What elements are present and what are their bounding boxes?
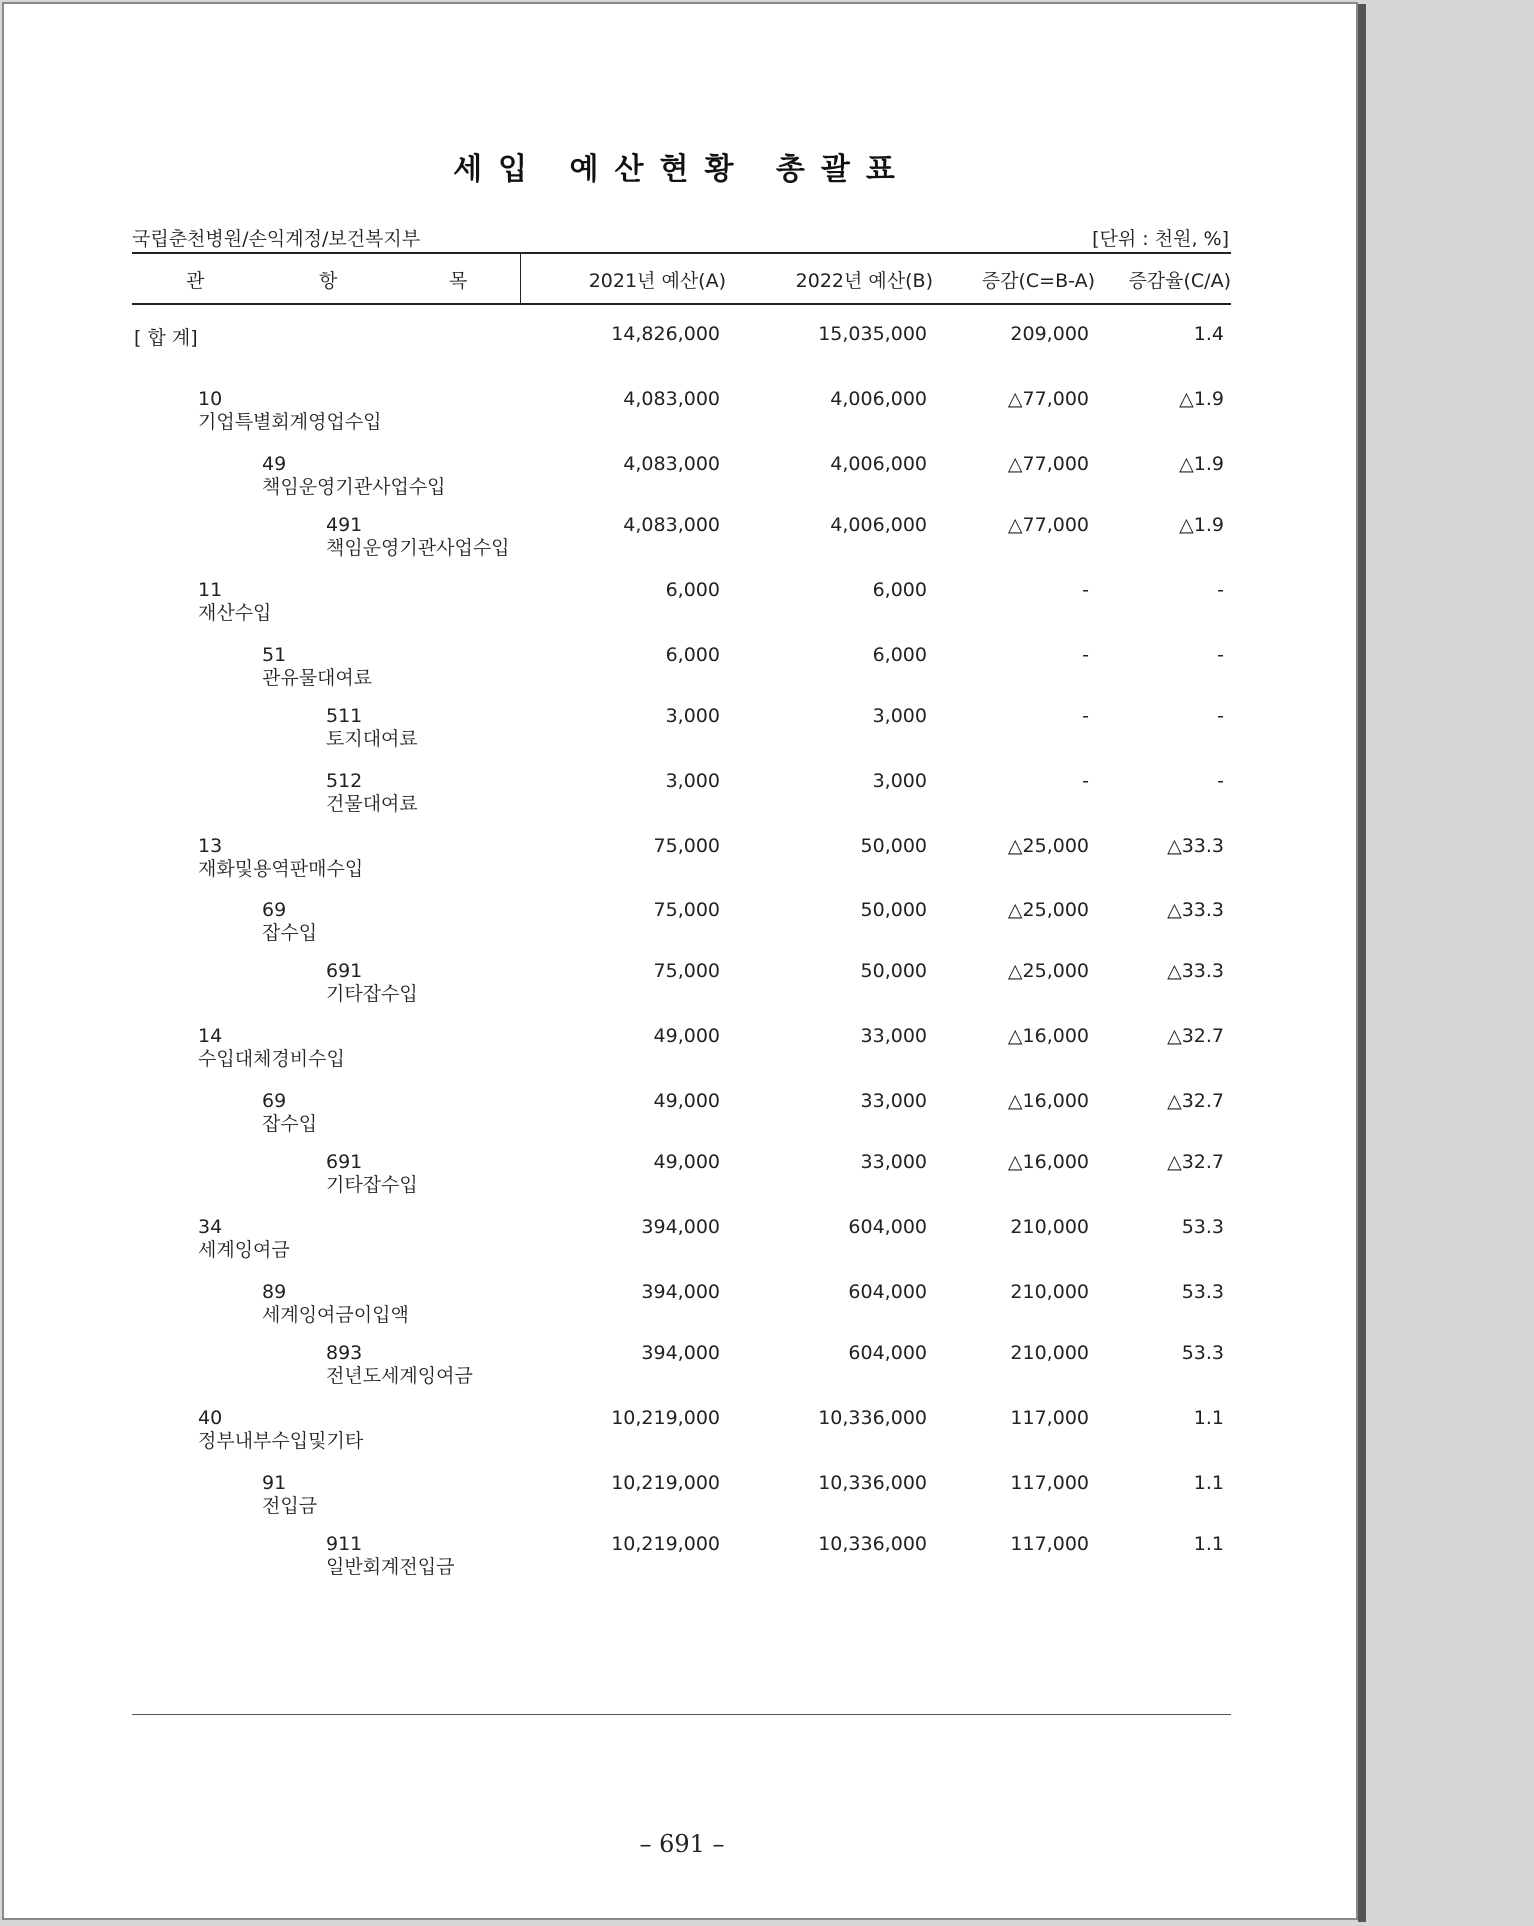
row-budget-2022: 33,000 xyxy=(860,1090,927,1112)
row-code: 49 xyxy=(262,453,287,475)
row-code: 691 xyxy=(326,1151,363,1173)
row-change-rate: - xyxy=(1217,770,1224,792)
table-top-rule xyxy=(132,252,1231,254)
row-budget-2022: 6,000 xyxy=(872,579,927,601)
table-row xyxy=(4,1342,1360,1402)
row-change-rate: △1.9 xyxy=(1179,453,1224,475)
organization-label: 국립춘천병원/손익계정/보건복지부 xyxy=(132,228,421,250)
row-budget-2022: 4,006,000 xyxy=(830,453,927,475)
row-change: 117,000 xyxy=(1010,1472,1089,1494)
row-change: 117,000 xyxy=(1010,1407,1089,1429)
row-name: 세계잉여금이입액 xyxy=(262,1304,409,1326)
row-code: 89 xyxy=(262,1281,287,1303)
table-row xyxy=(4,514,1360,574)
row-budget-2021: 75,000 xyxy=(653,960,720,982)
table-row xyxy=(4,579,1360,639)
table-row xyxy=(4,1472,1360,1532)
row-change: - xyxy=(1082,644,1089,666)
row-name: 정부내부수입및기타 xyxy=(198,1430,364,1452)
row-budget-2021: 4,083,000 xyxy=(623,453,720,475)
row-budget-2022: 10,336,000 xyxy=(818,1533,927,1555)
row-budget-2021: 10,219,000 xyxy=(611,1407,720,1429)
row-budget-2022: 604,000 xyxy=(848,1216,927,1238)
header-separator xyxy=(520,253,521,304)
table-row xyxy=(4,1407,1360,1467)
total-change-rate: 1.4 xyxy=(1193,323,1224,345)
row-change: 117,000 xyxy=(1010,1533,1089,1555)
row-code: 10 xyxy=(198,388,223,410)
row-change-rate: △33.3 xyxy=(1167,960,1224,982)
row-code: 491 xyxy=(326,514,363,536)
table-row xyxy=(4,960,1360,1020)
row-budget-2022: 4,006,000 xyxy=(830,388,927,410)
row-change-rate: - xyxy=(1217,644,1224,666)
row-budget-2021: 4,083,000 xyxy=(623,514,720,536)
row-change-rate: 1.1 xyxy=(1193,1472,1224,1494)
row-change-rate: - xyxy=(1217,705,1224,727)
row-change: △25,000 xyxy=(1007,835,1089,857)
row-change-rate: 53.3 xyxy=(1181,1216,1224,1238)
row-change: - xyxy=(1082,770,1089,792)
table-row xyxy=(4,899,1360,959)
row-budget-2021: 75,000 xyxy=(653,835,720,857)
row-change: △77,000 xyxy=(1007,388,1089,410)
row-budget-2021: 3,000 xyxy=(665,705,720,727)
header-change-rate: 증감율(C/A) xyxy=(1128,270,1231,292)
table-header-rule xyxy=(132,303,1231,305)
row-change: △77,000 xyxy=(1007,514,1089,536)
row-change: △25,000 xyxy=(1007,899,1089,921)
row-budget-2022: 10,336,000 xyxy=(818,1407,927,1429)
header-hang: 항 xyxy=(319,270,338,292)
row-change: △16,000 xyxy=(1007,1151,1089,1173)
row-code: 51 xyxy=(262,644,287,666)
table-row xyxy=(4,1090,1360,1150)
row-code: 512 xyxy=(326,770,363,792)
row-change: - xyxy=(1082,705,1089,727)
table-row xyxy=(4,705,1360,765)
table-row xyxy=(4,1533,1360,1593)
row-budget-2022: 33,000 xyxy=(860,1025,927,1047)
row-budget-2022: 604,000 xyxy=(848,1342,927,1364)
row-name: 건물대여료 xyxy=(326,793,418,815)
row-budget-2022: 50,000 xyxy=(860,835,927,857)
row-change-rate: 1.1 xyxy=(1193,1533,1224,1555)
row-code: 34 xyxy=(198,1216,223,1238)
row-budget-2021: 394,000 xyxy=(641,1216,720,1238)
row-change: 210,000 xyxy=(1010,1281,1089,1303)
row-change-rate: - xyxy=(1217,579,1224,601)
row-change-rate: 1.1 xyxy=(1193,1407,1224,1429)
row-budget-2022: 604,000 xyxy=(848,1281,927,1303)
row-code: 69 xyxy=(262,899,287,921)
page-number: – 691 – xyxy=(639,1830,725,1858)
row-budget-2021: 6,000 xyxy=(665,579,720,601)
row-name: 수입대체경비수입 xyxy=(198,1048,345,1070)
header-budget-2021: 2021년 예산(A) xyxy=(588,270,726,292)
row-change: - xyxy=(1082,579,1089,601)
row-change: △25,000 xyxy=(1007,960,1089,982)
row-change-rate: 53.3 xyxy=(1181,1281,1224,1303)
row-budget-2021: 49,000 xyxy=(653,1090,720,1112)
row-name: 재산수입 xyxy=(198,602,272,624)
row-budget-2021: 394,000 xyxy=(641,1281,720,1303)
table-row xyxy=(4,1025,1360,1085)
row-name: 토지대여료 xyxy=(326,728,418,750)
total-label: [ 합 계] xyxy=(134,327,198,349)
row-code: 91 xyxy=(262,1472,287,1494)
document-page xyxy=(2,2,1358,1920)
row-code: 13 xyxy=(198,835,223,857)
header-change: 증감(C=B-A) xyxy=(981,270,1095,292)
row-code: 40 xyxy=(198,1407,223,1429)
row-code: 14 xyxy=(198,1025,223,1047)
row-budget-2022: 50,000 xyxy=(860,960,927,982)
row-budget-2022: 10,336,000 xyxy=(818,1472,927,1494)
row-budget-2022: 50,000 xyxy=(860,899,927,921)
table-row xyxy=(4,835,1360,895)
table-row xyxy=(4,1281,1360,1341)
row-budget-2021: 10,219,000 xyxy=(611,1472,720,1494)
row-change-rate: △32.7 xyxy=(1167,1151,1224,1173)
row-code: 691 xyxy=(326,960,363,982)
row-name: 책임운영기관사업수입 xyxy=(262,476,446,498)
unit-label: [단위 : 천원, %] xyxy=(1092,228,1229,250)
row-change: 210,000 xyxy=(1010,1216,1089,1238)
row-name: 관유물대여료 xyxy=(262,667,373,689)
row-name: 세계잉여금 xyxy=(198,1239,290,1261)
row-budget-2021: 10,219,000 xyxy=(611,1533,720,1555)
row-name: 기타잡수입 xyxy=(326,1174,418,1196)
header-gwan: 관 xyxy=(186,270,205,292)
row-name: 잡수입 xyxy=(262,922,318,944)
table-bottom-rule xyxy=(132,1714,1231,1715)
row-budget-2021: 49,000 xyxy=(653,1151,720,1173)
row-name: 잡수입 xyxy=(262,1113,318,1135)
row-name: 일반회계전입금 xyxy=(326,1556,455,1578)
row-budget-2021: 3,000 xyxy=(665,770,720,792)
table-row xyxy=(4,388,1360,448)
table-row xyxy=(4,453,1360,513)
row-change-rate: △32.7 xyxy=(1167,1025,1224,1047)
row-change-rate: 53.3 xyxy=(1181,1342,1224,1364)
row-change: △16,000 xyxy=(1007,1025,1089,1047)
row-change-rate: △1.9 xyxy=(1179,388,1224,410)
row-name: 재화및용역판매수입 xyxy=(198,858,364,880)
row-change-rate: △33.3 xyxy=(1167,899,1224,921)
table-row xyxy=(4,770,1360,830)
row-budget-2022: 6,000 xyxy=(872,644,927,666)
row-budget-2021: 75,000 xyxy=(653,899,720,921)
row-budget-2022: 4,006,000 xyxy=(830,514,927,536)
row-code: 911 xyxy=(326,1533,363,1555)
row-budget-2021: 394,000 xyxy=(641,1342,720,1364)
header-budget-2022: 2022년 예산(B) xyxy=(795,270,933,292)
table-row xyxy=(4,1151,1360,1211)
row-name: 기타잡수입 xyxy=(326,983,418,1005)
row-budget-2022: 3,000 xyxy=(872,770,927,792)
total-2021: 14,826,000 xyxy=(611,323,720,345)
row-code: 893 xyxy=(326,1342,363,1364)
row-change-rate: △32.7 xyxy=(1167,1090,1224,1112)
row-change-rate: △1.9 xyxy=(1179,514,1224,536)
row-name: 기업특별회계영업수입 xyxy=(198,411,382,433)
row-name: 전년도세계잉여금 xyxy=(326,1365,473,1387)
row-code: 69 xyxy=(262,1090,287,1112)
page-title: 세입 예산현황 총괄표 xyxy=(453,152,911,187)
row-code: 11 xyxy=(198,579,223,601)
table-row xyxy=(4,1216,1360,1276)
row-budget-2021: 49,000 xyxy=(653,1025,720,1047)
page-edge-shadow xyxy=(1358,4,1366,1922)
row-name: 책임운영기관사업수입 xyxy=(326,537,510,559)
row-code: 511 xyxy=(326,705,363,727)
table-row xyxy=(4,644,1360,704)
row-name: 전입금 xyxy=(262,1495,318,1517)
row-change: 210,000 xyxy=(1010,1342,1089,1364)
row-budget-2021: 4,083,000 xyxy=(623,388,720,410)
row-change: △77,000 xyxy=(1007,453,1089,475)
header-mok: 목 xyxy=(449,270,468,292)
total-2022: 15,035,000 xyxy=(818,323,927,345)
row-change: △16,000 xyxy=(1007,1090,1089,1112)
total-change: 209,000 xyxy=(1010,323,1089,345)
row-budget-2022: 33,000 xyxy=(860,1151,927,1173)
row-change-rate: △33.3 xyxy=(1167,835,1224,857)
row-budget-2022: 3,000 xyxy=(872,705,927,727)
total-row xyxy=(4,323,1360,383)
row-budget-2021: 6,000 xyxy=(665,644,720,666)
